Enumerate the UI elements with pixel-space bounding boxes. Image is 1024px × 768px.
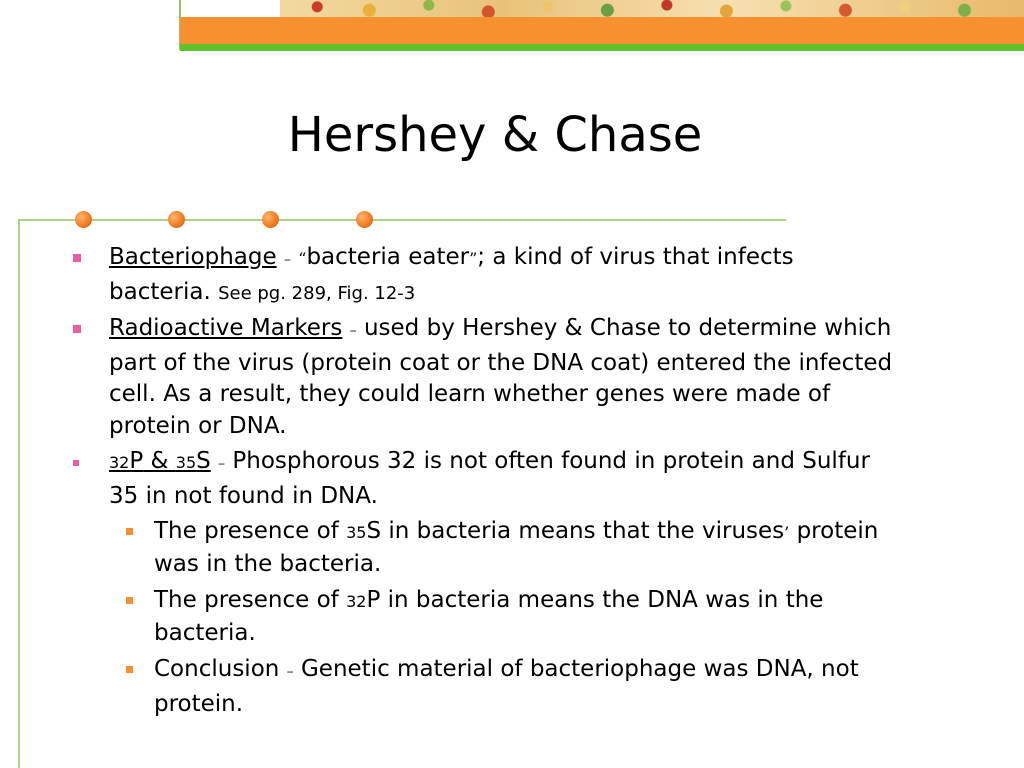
isotope-mass: 35 <box>346 523 367 542</box>
open-quote: “ <box>298 249 307 268</box>
dash: – <box>349 323 357 339</box>
green-header-bar <box>180 44 1024 51</box>
ampersand: & <box>150 448 169 474</box>
horizontal-rule <box>18 219 786 221</box>
bullet-text: ; a kind of virus that infects bacteria. <box>109 244 794 305</box>
vertical-rule <box>18 219 20 768</box>
subbullet-post: in bacteria means the DNA was in the bacteria. <box>154 587 824 646</box>
decorative-dot <box>75 211 92 228</box>
slide-title: Hershey & Chase <box>287 107 703 163</box>
subbullet-conclusion <box>70 654 900 720</box>
decorative-dot <box>262 211 279 228</box>
bullet-radioactive-markers <box>70 313 900 442</box>
quoted-text: bacteria eater <box>306 244 470 270</box>
term-radioactive-markers: Radioactive Markers <box>109 315 343 341</box>
bullet-text: used by Hershey & Chase to determine which part of the virus (protein coat or the DNA coat) entered the infected cell. As a result, they could learn whether genes were made of protein or DNA. <box>109 315 893 439</box>
bullet-square-icon <box>73 254 81 262</box>
isotope-symbol: S <box>196 448 211 474</box>
decorative-dot <box>356 211 373 228</box>
dash: – <box>286 664 294 680</box>
close-quote: ” <box>469 249 478 268</box>
subbullet-post: in bacteria means that the viruses <box>388 518 785 544</box>
dash: – <box>218 456 226 472</box>
isotope-mass: 35 <box>175 453 197 472</box>
reference-text: See pg. 289, Fig. 12-3 <box>218 282 416 304</box>
bullet-bacteriophage <box>70 242 900 309</box>
subbullet-pre: The presence of <box>154 518 339 544</box>
subbullet-square-icon <box>126 597 133 604</box>
bullet-isotopes <box>70 446 900 512</box>
decorative-fruit-banner <box>280 0 1024 17</box>
subbullet-square-icon <box>126 528 133 535</box>
subbullet-pre: Conclusion <box>154 656 280 682</box>
isotope-mass: 32 <box>109 453 130 472</box>
isotope-symbol: S <box>366 518 382 544</box>
bullet-square-icon <box>73 460 79 466</box>
subbullet-post2: protein was in the bacteria. <box>154 518 879 577</box>
dash: – <box>283 252 291 268</box>
slide-body <box>70 242 900 725</box>
isotope-symbol: P <box>366 587 381 613</box>
isotope-symbol: P <box>129 448 144 474</box>
subbullet-32p <box>70 585 900 649</box>
subbullet-pre: The presence of <box>154 587 339 613</box>
subbullet-35s <box>70 516 900 580</box>
subbullet-square-icon <box>126 666 133 673</box>
bullet-square-icon <box>73 325 81 333</box>
decorative-dot <box>168 211 185 228</box>
subbullet-post: Genetic material of bacteriophage was DNA, not protein. <box>154 656 859 717</box>
apostrophe: ’ <box>784 523 790 542</box>
bullet-text: Phosphorous 32 is not often found in protein and Sulfur 35 in not found in DNA. <box>109 448 870 509</box>
term-bacteriophage: Bacteriophage <box>109 244 277 270</box>
orange-header-bar <box>180 17 1024 44</box>
isotope-mass: 32 <box>346 592 367 611</box>
